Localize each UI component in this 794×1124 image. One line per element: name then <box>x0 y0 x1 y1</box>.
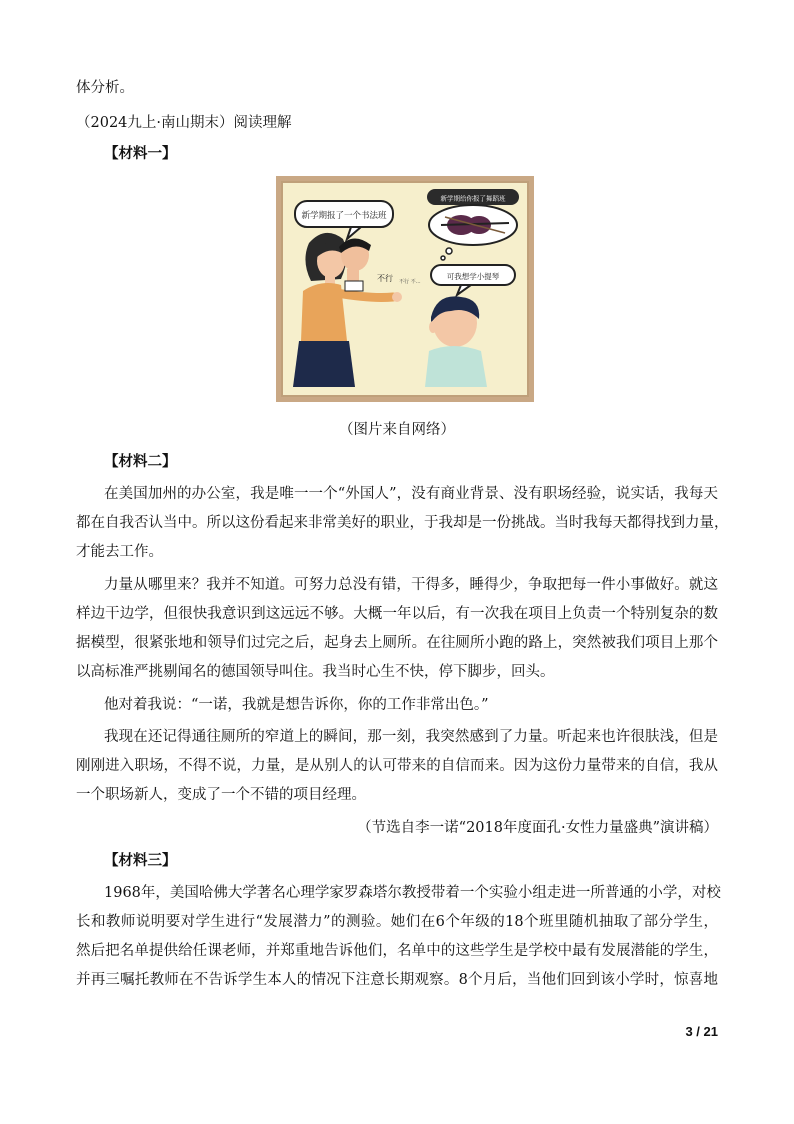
bubble-top-text: 新学期给你报了舞蹈班 <box>440 194 506 203</box>
paragraph-line: 力量从哪里来？我并不知道。可努力总没有错，干得多，睡得少，争取把每一件小事做好。就这 <box>104 577 718 593</box>
paragraph-line: 他对着我说：“一诺，我就是想告诉你，你的工作非常出色。” <box>104 697 489 713</box>
speech-no-text: 不行 <box>377 274 393 283</box>
paragraph-line: 才能去工作。 <box>76 544 163 560</box>
bubble-boy-text: 可我想学小提琴 <box>446 272 500 281</box>
paragraph-line: 都在自我否认当中。所以这份看起来非常美好的职业，于我却是一份挑战。当时我每天都得找到力量， <box>76 515 729 531</box>
page-number: 3 / 21 <box>685 1024 718 1039</box>
figure-caption: （图片来自网络） <box>339 422 455 438</box>
text-line: 体分析。 <box>76 80 134 96</box>
paragraph-line: 并再三嘱托教师在不告诉学生本人的情况下注意长期观察。8个月后，当他们回到该小学时，惊喜地 <box>76 972 718 988</box>
paragraph-line: 一个职场新人，变成了一个不错的项目经理。 <box>76 787 366 803</box>
paragraph-line: 我现在还记得通往厕所的窄道上的瞬间，那一刻，我突然感到了力量。听起来也许很肤浅，但是 <box>104 729 718 745</box>
excerpt-source: （节选自李一诺“2018年度面孔·女性力量盛典”演讲稿） <box>357 820 718 836</box>
paragraph-line: 刚刚进入职场，不得不说，力量，是从别人的认可带来的自信而来。因为这份力量带来的自信，我从 <box>76 758 718 774</box>
bubble-left-text: 新学期报了一个书法班 <box>301 211 387 221</box>
comic-illustration <box>276 176 534 402</box>
bubble-tail <box>347 227 361 239</box>
paragraph-line: 样边干边学，但很快我意识到这远远不够。大概一年以后，有一次我在项目上负责一个特别复杂的数 <box>76 606 718 622</box>
question-source: （2024九上·南山期末）阅读理解 <box>76 115 292 131</box>
paragraph-line: 长和教师说明要对学生进行“发展潜力”的测验。她们在6个年级的18个班里随机抽取了部分学生， <box>76 914 718 930</box>
paragraph-line: 据模型，很紧张地和领导们过完之后，起身去上厕所。在往厕所小跑的路上，突然被我们项目上那个 <box>76 635 718 651</box>
paragraph-line: 1968年，美国哈佛大学著名心理学家罗森塔尔教授带着一个实验小组走进一所普通的小学，对校 <box>104 885 721 901</box>
paragraph-line: 以高标准严挑剔闻名的德国领导叫住。我当时心生不快，停下脚步，回头。 <box>76 664 555 680</box>
paragraph-line: 然后把名单提供给任课老师，并郑重地告诉他们，名单中的这些学生是学校中最有发展潜能的学生， <box>76 943 718 959</box>
material-one-heading: 【材料一】 <box>104 145 177 162</box>
material-three-heading: 【材料三】 <box>104 852 177 869</box>
material-two-heading: 【材料二】 <box>104 453 177 470</box>
comic-drawing <box>281 181 529 397</box>
speech-no-small-text: 不行 不… <box>399 279 421 285</box>
boy-figure <box>425 296 487 387</box>
paragraph-line: 在美国加州的办公室，我是唯一一个“外国人”，没有商业背景、没有职场经验，说实话，我每天 <box>104 486 718 502</box>
